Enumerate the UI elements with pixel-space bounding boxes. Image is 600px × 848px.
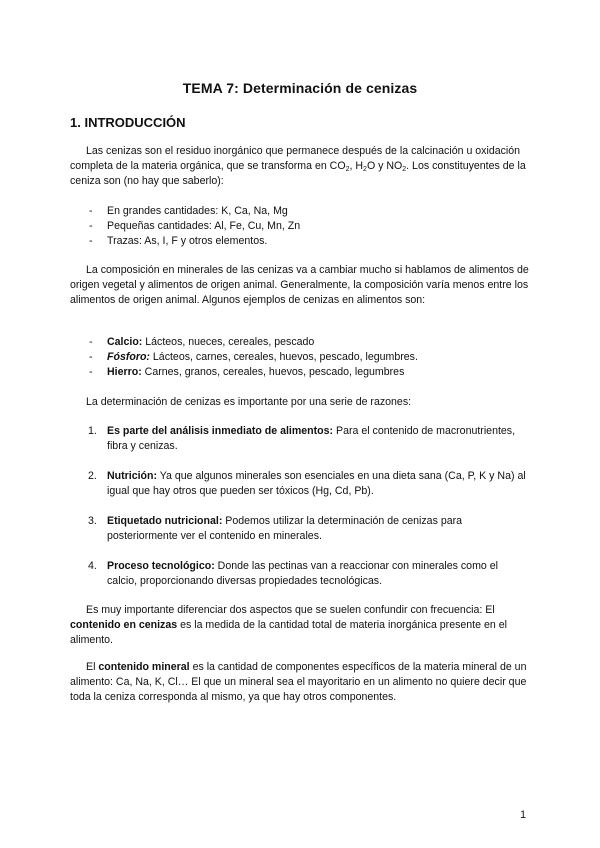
dash-bullet-icon: - [89,205,93,217]
list-item: - Calcio: Lácteos, nueces, cereales, pescado [89,336,315,348]
mineral-content-paragraph: El contenido mineral es la cantidad de componentes específicos de la materia mineral de un alimento: Ca, Na, K, Cl… El que un mineral sea el mayoritario en un alimento no quiere decir que toda la ceniza corresponda al mismo, ya que hay otros componentes. [70,661,527,703]
section-heading: 1. INTRODUCCIÓN [70,115,186,130]
dash-bullet-icon: - [89,336,93,348]
intro-paragraph: Las cenizas son el residuo inorgánico que permanece después de la calcinación u oxidación completa de la materia orgánica, que se transforma en $CO_2$, $H_2O$ y $NO_2$. Los constituyentes de la ceniza son (no hay que saberlo): [70,145,526,187]
list-item: - Pequeñas cantidades: Al, Fe, Cu, Mn, Zn [89,220,301,232]
examples-list [70,335,530,380]
reasons-intro: La determinación de cenizas es importante por una serie de razones: [86,396,412,408]
dash-bullet-icon: - [89,220,93,232]
reasons-list [70,424,530,604]
dash-bullet-icon: - [89,351,93,363]
composition-paragraph: La composición en minerales de las cenizas va a cambiar mucho si hablamos de alimentos de origen vegetal y alimentos de origen animal. Generalmente, la composición varía menos entre los alimentos de origen animal. Algunos ejemplos de cenizas en alimentos son: [70,264,529,306]
list-item: 2. Nutrición: Ya que algunos minerales son esenciales en una dieta sana (Ca, P, K y Na) al igual que hay otros que pueden ser tóxicos (Hg, Cd, Pb). [88,470,526,497]
page-number: 1 [520,809,526,821]
page-title: TEMA 7: Determinación de cenizas [182,80,418,96]
dash-bullet-icon: - [89,235,93,247]
list-item: - En grandes cantidades: K, Ca, Na, Mg [89,205,288,217]
list-item: 3. Etiquetado nutricional: Podemos utilizar la determinación de cenizas para posteriormente ver el contenido en minerales. [88,515,463,542]
dash-bullet-icon: - [89,366,93,378]
difference-paragraph: Es muy importante diferenciar dos aspectos que se suelen confundir con frecuencia: El contenido en cenizas es la medida de la cantidad total de materia inorgánica presente en el alimento. [70,604,507,646]
list-item: 4. Proceso tecnológico: Donde las pectinas van a reaccionar con minerales como el calcio, proporcionando diversas propiedades tecnológicas. [88,560,498,587]
list-item: - Fósforo: Lácteos, carnes, cereales, huevos, pescado, legumbres. [89,351,418,363]
constituents-list [70,204,530,249]
list-item: - Trazas: As, I, F y otros elementos. [89,235,268,247]
list-item: 1. Es parte del análisis inmediato de alimentos: Para el contenido de macronutrientes, fibra y cenizas. [88,425,516,452]
list-item: - Hierro: Carnes, granos, cereales, huevos, pescado, legumbres [89,366,405,378]
